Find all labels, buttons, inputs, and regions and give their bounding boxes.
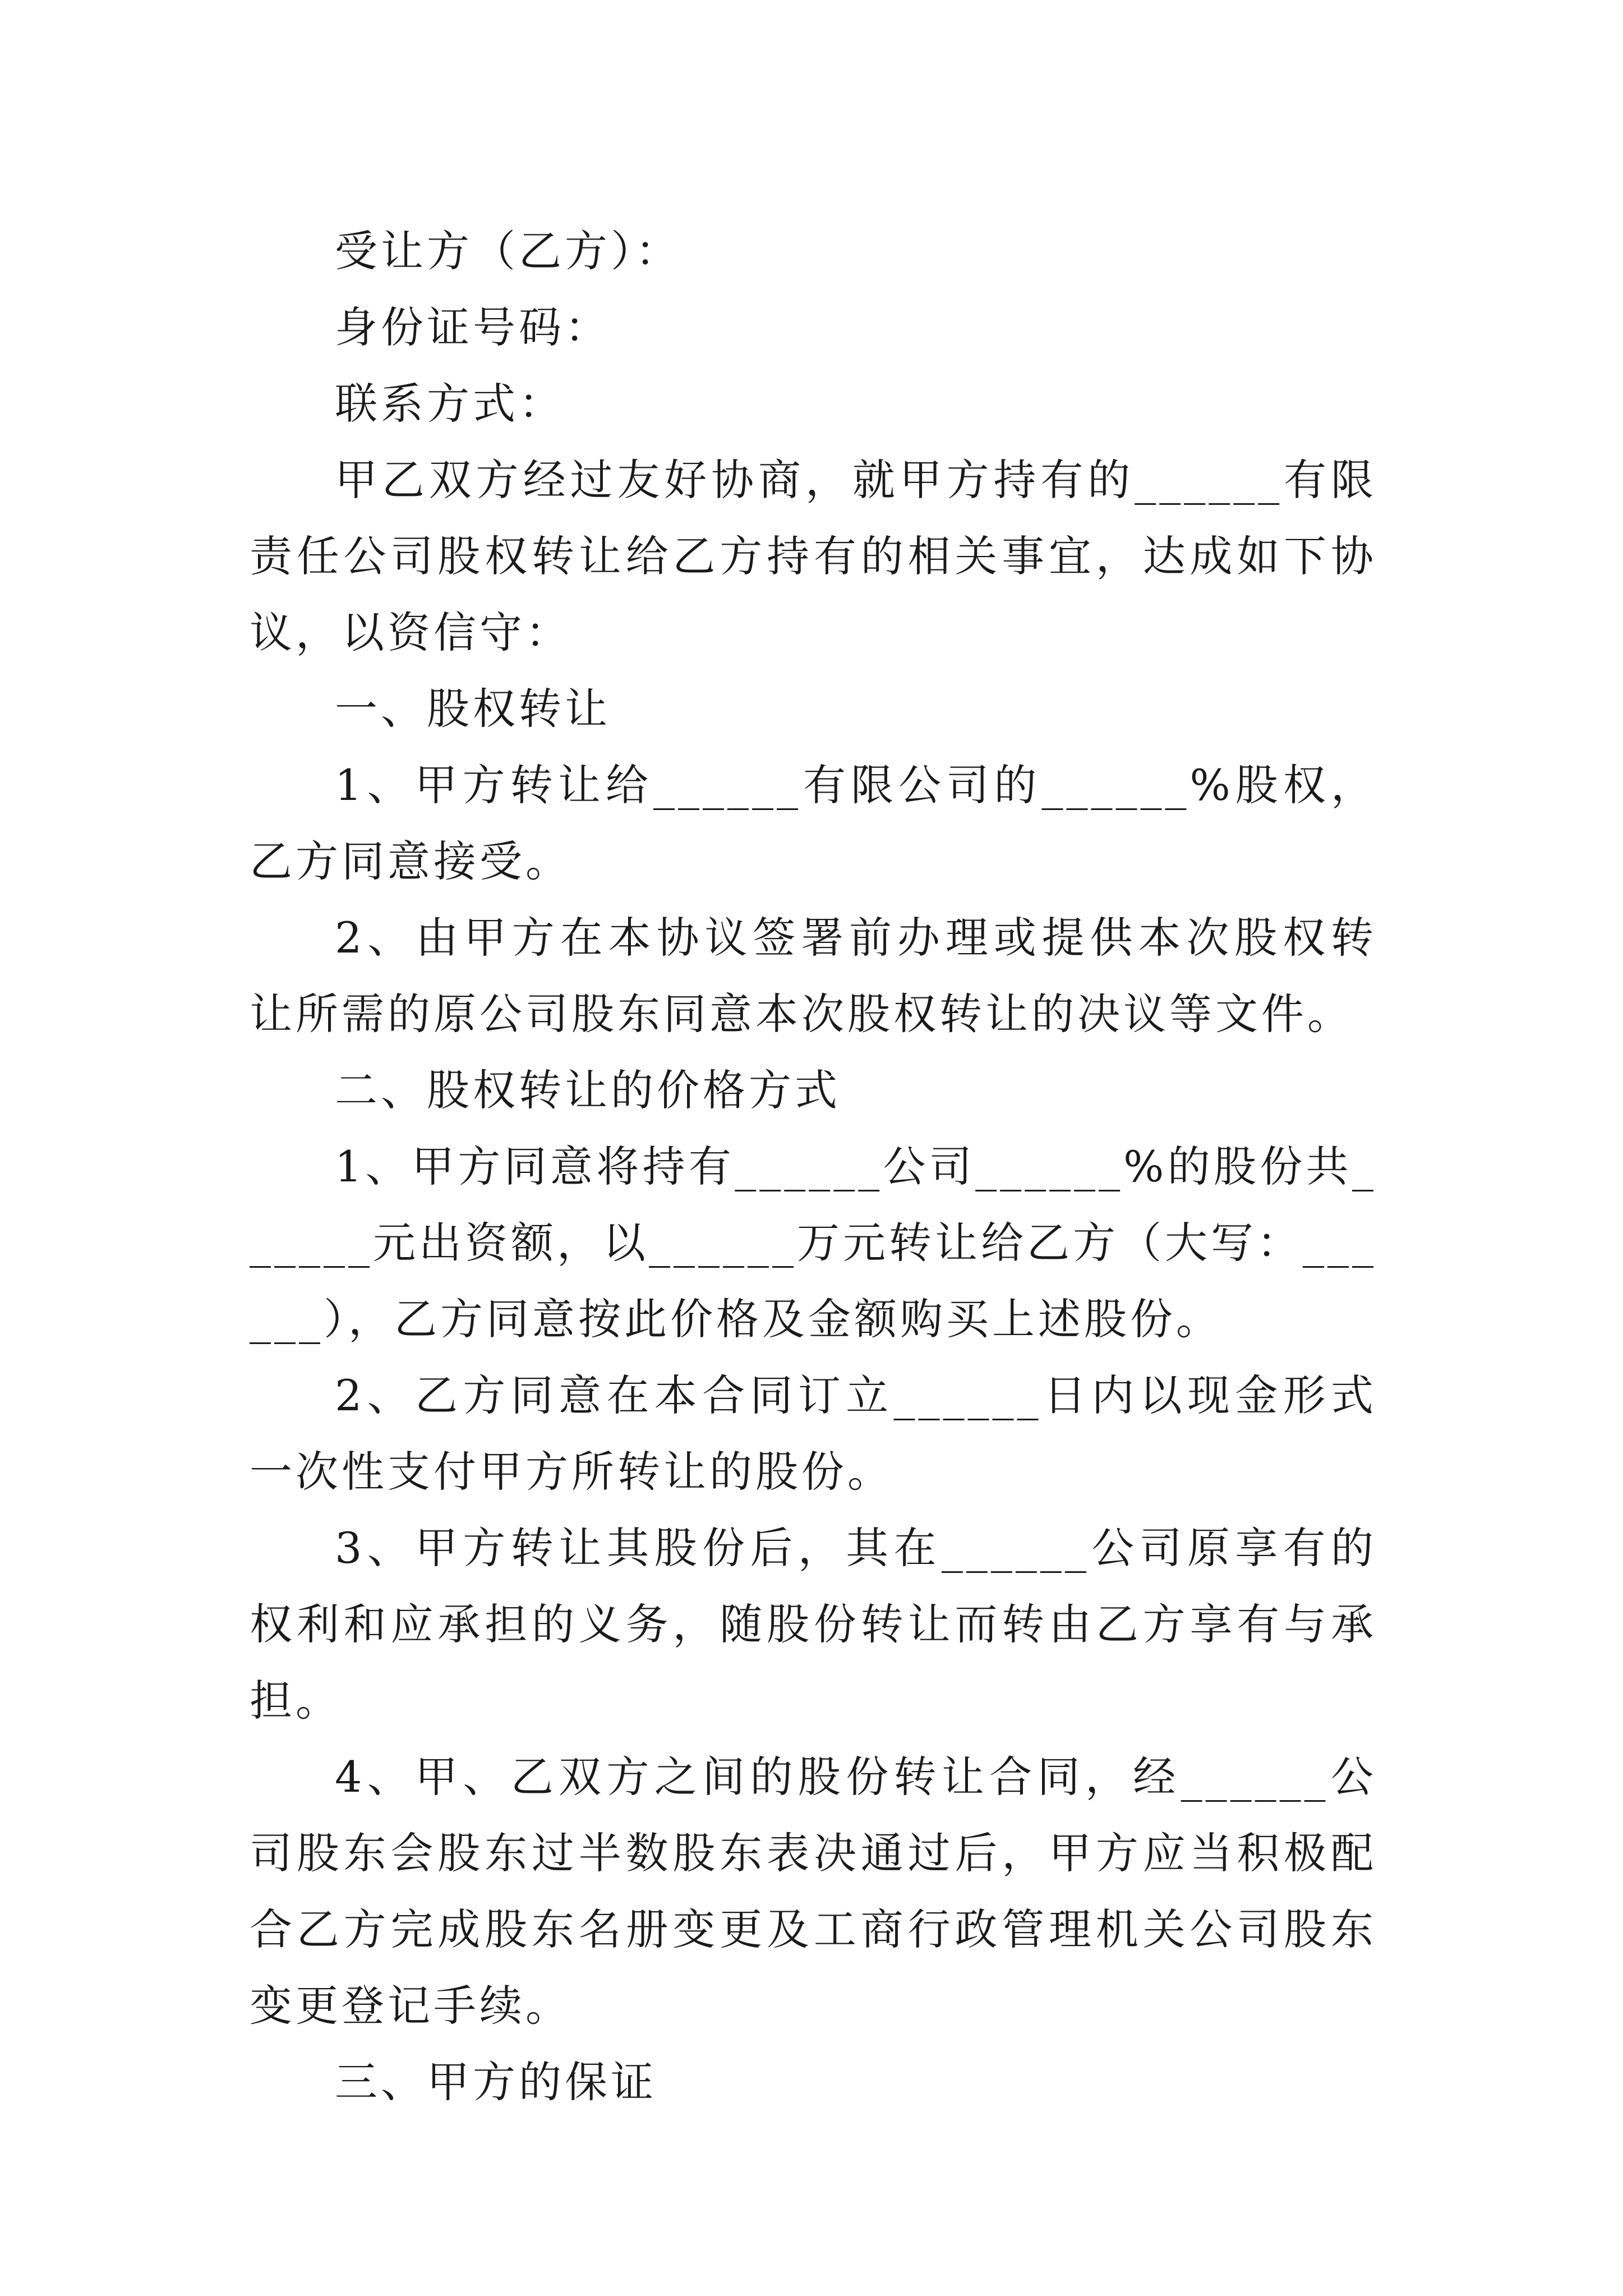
id-number-label: 身份证号码： <box>335 302 611 352</box>
clause-2-1: 1、甲方同意将持有______公司______%的股份共______元出资额，以______万元转让给乙方（大写：______），乙方同意按此价格及金额购买上述股份。 <box>250 1142 1377 1344</box>
document-body <box>250 213 1377 2120</box>
section-heading-equity-transfer: 一、股权转让 <box>335 684 611 734</box>
clause-1-1: 1、甲方转让给______有限公司的______%股权，乙方同意接受。 <box>250 760 1377 886</box>
contact-label: 联系方式： <box>335 379 565 429</box>
section-heading-price-method: 二、股权转让的价格方式 <box>335 1065 841 1115</box>
clause-2-3: 3、甲方转让其股份后，其在______公司原享有的权利和应承担的义务，随股份转让而转由乙方享有与承担。 <box>250 1523 1377 1726</box>
clause-1-2: 2、由甲方在本协议签署前办理或提供本次股权转让所需的原公司股东同意本次股权转让的决议等文件。 <box>250 913 1377 1039</box>
clause-2-4: 4、甲、乙双方之间的股份转让合同，经______公司股东会股东过半数股东表决通过后，甲方应当积极配合乙方完成股东名册变更及工商行政管理机关公司股东变更登记手续。 <box>250 1752 1377 2031</box>
transferee-label: 受让方（乙方）： <box>335 226 681 276</box>
preamble-paragraph: 甲乙双方经过友好协商，就甲方持有的______有限责任公司股权转让给乙方持有的相关事宜，达成如下协议，以资信守： <box>250 455 1377 657</box>
clause-2-2: 2、乙方同意在本合同订立______日内以现金形式一次性支付甲方所转让的股份。 <box>250 1370 1377 1497</box>
section-heading-party-a-warranty: 三、甲方的保证 <box>335 2057 657 2107</box>
